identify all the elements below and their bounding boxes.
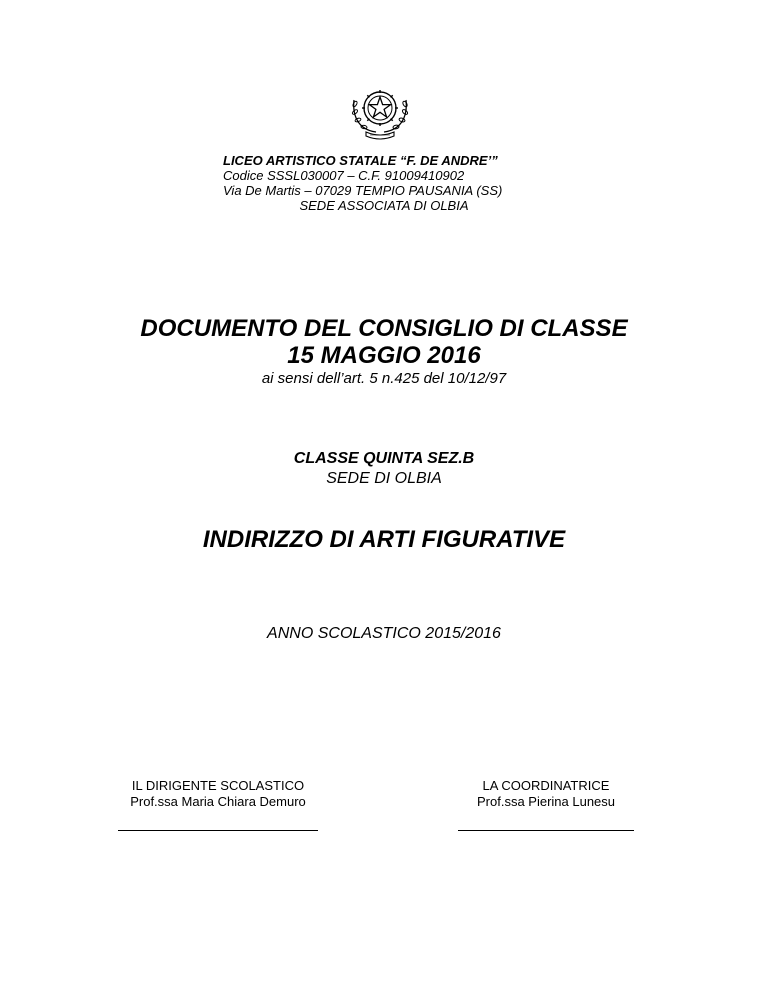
track-title: INDIRIZZO DI ARTI FIGURATIVE	[202, 526, 566, 553]
school-codes: Codice SSSL030007 – C.F. 91009410902	[223, 168, 465, 183]
signature-name: Prof.ssa Pierina Lunesu	[476, 794, 616, 809]
school-name: LICEO ARTISTICO STATALE “F. DE ANDRE’”	[223, 153, 498, 168]
signature-block-principal	[118, 778, 318, 831]
signature-block-coordinator	[458, 778, 634, 831]
school-branch: SEDE ASSOCIATA DI OLBIA	[299, 198, 469, 213]
school-address: Via De Martis – 07029 TEMPIO PAUSANIA (SS)	[223, 183, 503, 198]
signature-line	[118, 830, 318, 831]
document-date: 15 MAGGIO 2016	[287, 342, 481, 369]
signature-line	[458, 830, 634, 831]
class-label: CLASSE QUINTA SEZ.B	[293, 450, 475, 467]
school-year: ANNO SCOLASTICO 2015/2016	[267, 625, 501, 642]
italian-republic-emblem-icon	[346, 82, 414, 140]
signature-name: Prof.ssa Maria Chiara Demuro	[130, 794, 306, 809]
signature-role: IL DIRIGENTE SCOLASTICO	[131, 778, 305, 793]
signature-role: LA COORDINATRICE	[482, 778, 610, 793]
document-title: DOCUMENTO DEL CONSIGLIO DI CLASSE	[140, 315, 628, 342]
document-law-reference: ai sensi dell’art. 5 n.425 del 10/12/97	[261, 370, 507, 387]
class-site: SEDE DI OLBIA	[326, 470, 442, 487]
